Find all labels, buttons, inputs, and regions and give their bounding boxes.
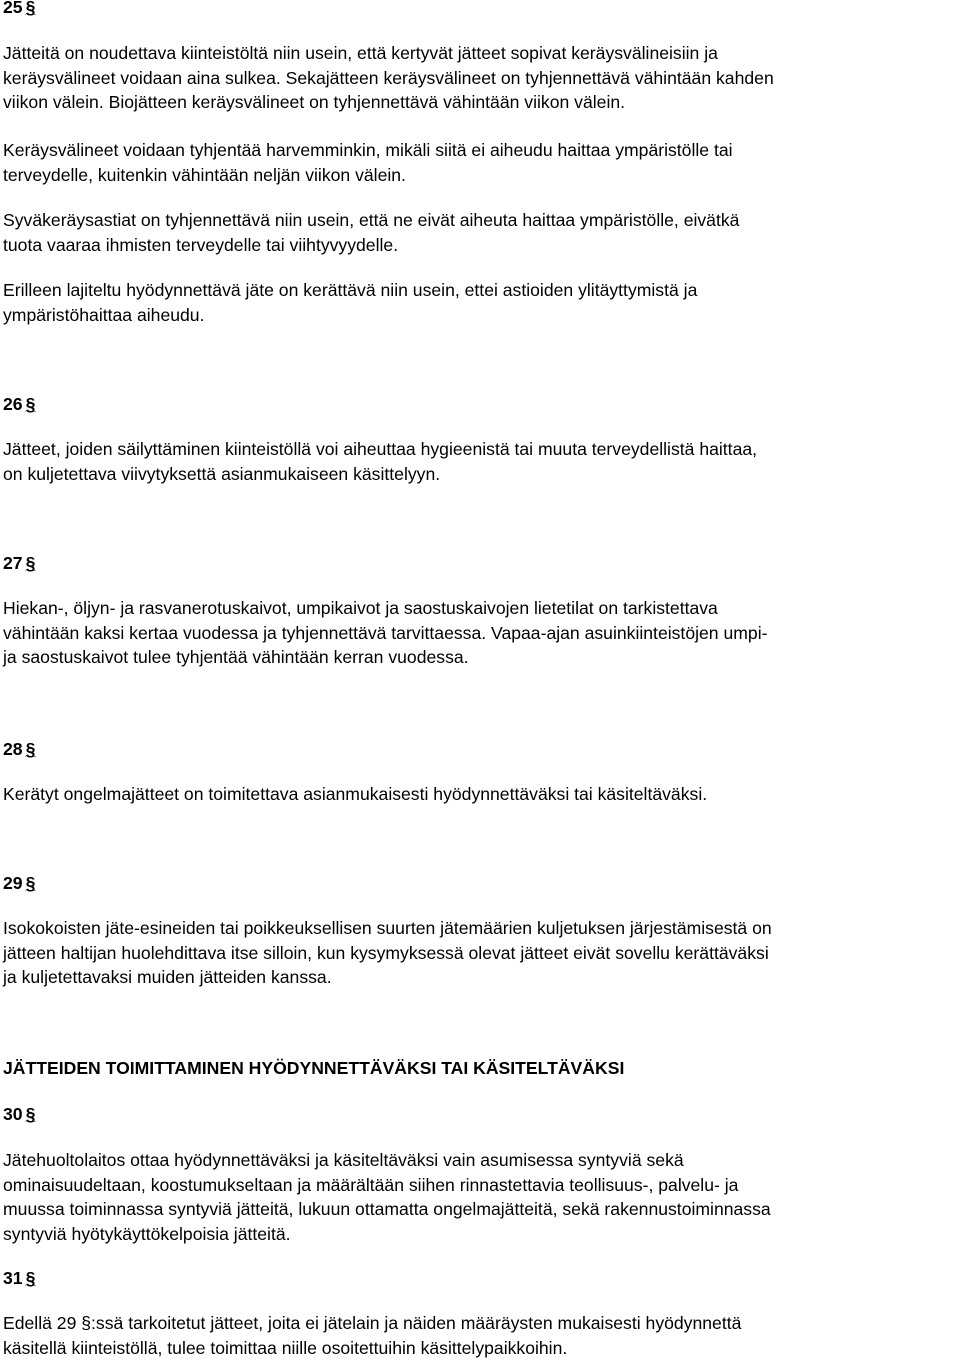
section-symbol: § (25, 553, 36, 573)
section-number: 26 (3, 394, 23, 414)
section-31-heading (3, 1266, 957, 1291)
section-26-paragraph-1: Jätteet, joiden säilyttäminen kiinteistöllä voi aiheuttaa hygieenistä tai muuta terveydellistä haittaa, on kuljetettava viivytyksettä asianmukaiseen käsittelyyn. (3, 439, 758, 484)
section-28-heading (3, 737, 957, 762)
section-25-heading (3, 0, 957, 20)
section-symbol: § (25, 1104, 36, 1124)
section-symbol: § (25, 394, 36, 414)
section-symbol: § (25, 1268, 36, 1288)
section-symbol: § (25, 873, 36, 893)
section-number: 28 (3, 739, 23, 759)
section-29-heading (3, 871, 957, 896)
section-30-heading (3, 1102, 957, 1127)
section-number: 25 (3, 0, 23, 17)
section-26-heading (3, 392, 957, 417)
section-symbol: § (25, 0, 36, 17)
section-29-paragraph-1: Isokokoisten jäte-esineiden tai poikkeuksellisen suurten jätemäärien kuljetuksen järjestämisestä on jätteen haltijan huolehdittava itse silloin, kun kysymyksessä olevat jätteet eivät sovellu kerättäväksi ja kuljetettavaksi muiden jätteiden kanssa. (3, 918, 772, 987)
section-number: 30 (3, 1104, 23, 1124)
section-number: 31 (3, 1268, 23, 1288)
section-25-paragraph-3: Syväkeräysastiat on tyhjennettävä niin usein, että ne eivät aiheuta haittaa ympäristölle, eivätkä tuota vaaraa ihmisten terveydelle tai viihtyvyydelle. (3, 210, 740, 255)
section-27-heading (3, 551, 957, 576)
section-number: 27 (3, 553, 23, 573)
section-30-paragraph-1: Jätehuoltolaitos ottaa hyödynnettäväksi ja käsiteltäväksi vain asumisessa syntyviä sekä ominaisuudeltaan, koostumukseltaan ja määrältään siihen rinnastettavia teollisuus-, palvelu- ja muussa toiminnassa syntyviä jätteitä, lukuun ottamatta ongelmajätteitä, sekä rakennustoiminnassa syntyviä hyötykäyttökelpoisia jätteitä. (3, 1150, 771, 1244)
section-number: 29 (3, 873, 23, 893)
section-symbol: § (25, 739, 36, 759)
chapter-heading: JÄTTEIDEN TOIMITTAMINEN HYÖDYNNETTÄVÄKSI TAI KÄSITELTÄVÄKSI (3, 1058, 625, 1078)
section-25-paragraph-1: Jätteitä on noudettava kiinteistöltä niin usein, että kertyvät jätteet sopivat keräysvälineisiin ja keräysvälineet voidaan aina sulkea. Sekajätteen keräysvälineet on tyhjennettävä vähintään kahden viikon välein. Biojätteen keräysvälineet on tyhjennettävä vähintään viikon välein. (3, 43, 774, 112)
section-25-paragraph-2: Keräysvälineet voidaan tyhjentää harvemminkin, mikäli siitä ei aiheudu haittaa ympäristölle tai terveydelle, kuitenkin vähintään neljän viikon välein. (3, 140, 733, 185)
section-25-paragraph-4: Erilleen lajiteltu hyödynnettävä jäte on kerättävä niin usein, ettei astioiden ylitäyttymistä ja ympäristöhaittaa aiheudu. (3, 280, 698, 325)
section-31-paragraph-1: Edellä 29 §:ssä tarkoitetut jätteet, joita ei jätelain ja näiden määräysten mukaisesti hyödynnettä käsitellä kiinteistöllä, tulee toimittaa niille osoitettuihin käsittelypaikkoihin. (3, 1313, 742, 1358)
section-28-paragraph-1: Kerätyt ongelmajätteet on toimitettava asianmukaisesti hyödynnettäväksi tai käsiteltäväksi. (3, 784, 708, 804)
section-27-paragraph-1: Hiekan-, öljyn- ja rasvanerotuskaivot, umpikaivot ja saostuskaivojen lietetilat on tarkistettava vähintään kaksi kertaa vuodessa ja tyhjennettävä tarvittaessa. Vapaa-ajan asuinkiinteistöjen umpi- ja saostuskaivot tulee tyhjentää vähintään kerran vuodessa. (3, 598, 768, 667)
